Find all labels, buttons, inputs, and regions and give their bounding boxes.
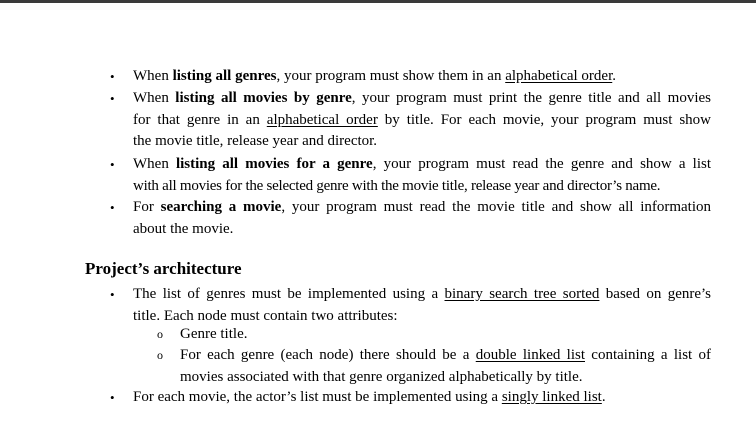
- text-run: , your program must read the genre and show a list: [372, 156, 711, 172]
- sub-bullet-marker: o: [157, 348, 163, 362]
- underlined-term: alphabetical order: [266, 111, 378, 128]
- bullet-marker: •: [110, 157, 115, 172]
- bullet-item-listing-genres: [0, 66, 756, 90]
- sub-bullet-text: [180, 324, 711, 346]
- text-run: For each movie, the actor’s list must be implemented using a: [133, 389, 502, 405]
- text-run: The list of genres must be implemented using a: [133, 286, 445, 302]
- sub-bullet-double-linked-list: [0, 345, 756, 389]
- bullet-text: [133, 154, 711, 197]
- underlined-term: singly linked list: [501, 389, 602, 405]
- text-run: for that genre in an: [133, 111, 267, 128]
- text-run: by title. For each movie, your program must show: [377, 111, 711, 128]
- text-run: the movie title, release year and director.: [133, 133, 378, 149]
- bold-term: listing all movies by genre: [175, 90, 352, 106]
- text-run: , your program must print the genre title and all movies: [351, 90, 711, 106]
- bullet-text: [133, 284, 711, 327]
- text-run: When: [133, 156, 176, 172]
- underlined-term: binary search tree sorted: [444, 286, 600, 302]
- bullet-item-genre-bst: [0, 284, 756, 328]
- bullet-marker: •: [110, 200, 115, 215]
- underlined-term: double linked list: [475, 347, 585, 363]
- text-run: about the movie.: [133, 220, 234, 237]
- section-heading: Project’s architecture: [85, 259, 242, 278]
- text-run: with all movies for the selected genre with the movie title, release year and director’s name.: [133, 177, 661, 194]
- underlined-term: alphabetical order: [505, 68, 613, 84]
- bullet-text: [133, 387, 711, 409]
- text-run: movies associated with that genre organized alphabetically by title.: [180, 368, 583, 385]
- bullet-item-searching-movie: [0, 197, 756, 241]
- text-run: When: [133, 90, 176, 106]
- text-run: .: [612, 68, 616, 84]
- bullet-marker: •: [110, 390, 115, 405]
- text-run: Genre title.: [180, 326, 248, 342]
- text-run: , your program must show them in an: [276, 68, 506, 84]
- bullet-marker: •: [110, 69, 115, 84]
- bullet-marker: •: [110, 91, 115, 106]
- bullet-marker: •: [110, 287, 115, 302]
- bullet-text: [133, 88, 711, 153]
- text-run: For each genre (each node) there should be a: [180, 347, 476, 363]
- text-run: .: [601, 389, 606, 405]
- sub-bullet-marker: o: [157, 327, 163, 341]
- bold-term: listing all genres: [172, 68, 277, 84]
- text-run: containing a list of: [585, 347, 712, 363]
- text-run: When: [133, 68, 173, 84]
- text-run: , your program must read the movie title and show all information: [281, 199, 712, 215]
- bullet-text: [133, 197, 711, 240]
- text-run: For: [133, 199, 161, 215]
- bold-term: listing all movies for a genre: [175, 156, 373, 172]
- bullet-item-movies-by-genre: [0, 88, 756, 154]
- bullet-item-movies-for-genre: [0, 154, 756, 198]
- bullet-text: [133, 66, 711, 88]
- bold-term: searching a movie: [160, 199, 282, 215]
- sub-bullet-text: [180, 345, 711, 388]
- sub-bullet-genre-title: [0, 324, 756, 346]
- text-run: title. Each node must contain two attributes:: [133, 307, 398, 324]
- bullet-item-actor-list: [0, 387, 756, 409]
- text-run: based on genre’s: [599, 286, 712, 302]
